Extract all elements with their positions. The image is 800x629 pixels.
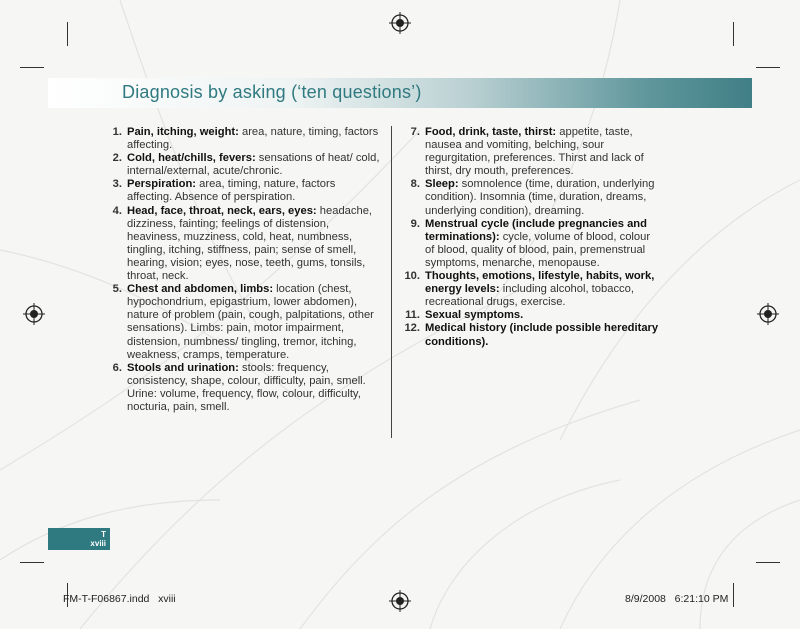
question-number: 8. <box>410 178 420 191</box>
question-item <box>398 322 660 348</box>
question-number: 7. <box>410 126 420 138</box>
question-heading: Perspiration: <box>127 178 197 191</box>
slug-timestamp <box>625 593 728 605</box>
question-heading: Sleep: <box>425 178 459 191</box>
question-item <box>100 362 382 414</box>
question-heading: Cold, heat/chills, fevers: <box>127 152 256 165</box>
question-text: headache, dizziness, fainting; feelings of distension, heaviness, muzziness, cold, heat, numbness, tingling, itching, stiffness, pain; sense of smell, hearing, vision; eyes, nose, teeth, gums, tonsils, throat, neck. <box>127 204 373 283</box>
question-body <box>127 362 382 414</box>
question-item <box>100 283 382 362</box>
question-body <box>127 152 382 178</box>
right-question-list <box>398 126 660 349</box>
question-item <box>398 309 660 322</box>
question-text: cycle, volume of blood, colour of blood, quality of blood, pain, premenstrual symptoms, menarche, menopause. <box>425 230 651 269</box>
question-heading: Food, drink, taste, thirst: <box>425 126 557 138</box>
question-text: area, timing, nature, factors affecting. Absence of perspiration. <box>127 178 336 204</box>
registration-mark-icon <box>757 303 779 325</box>
question-body <box>425 126 660 178</box>
question-text: appetite, taste, nausea and vomiting, belching, sour regurgitation, preferences. Thirst and lack of thirst, dry mouth, preferences. <box>425 126 644 178</box>
question-item <box>100 152 382 178</box>
page-title: Diagnosis by asking (‘ten questions’) <box>122 82 422 102</box>
crop-mark <box>733 22 734 46</box>
question-text: somnolence (time, duration, underlying condition). Insomnia (time, duration, dreams, underlying condition), dreaming. <box>425 178 655 217</box>
question-heading: Chest and abdomen, limbs: <box>127 283 274 296</box>
crop-mark <box>756 562 780 563</box>
question-body <box>425 178 660 217</box>
question-heading: Thoughts, emotions, lifestyle, habits, work, energy levels: <box>425 270 655 296</box>
question-item <box>100 178 382 204</box>
crop-mark <box>20 67 44 68</box>
left-question-list <box>100 126 382 414</box>
question-heading: Medical history (include possible hereditary conditions). <box>425 322 659 348</box>
registration-mark-icon <box>389 12 411 34</box>
question-body <box>425 270 660 309</box>
question-number: 11. <box>405 309 420 322</box>
question-item <box>100 126 382 152</box>
question-item <box>398 218 660 270</box>
question-body <box>127 178 382 204</box>
section-letter: T <box>101 530 106 539</box>
question-number: 12. <box>404 322 420 335</box>
slug-date: 8/9/2008 <box>625 593 666 605</box>
question-text: stools: frequency, consistency, shape, colour, difficulty, pain, smell. Urine: volume, frequency, flow, colour, difficulty, nocturia, pain, smell. <box>127 361 366 413</box>
question-body <box>127 283 382 362</box>
crop-mark <box>20 562 44 563</box>
question-heading: Stools and urination: <box>127 361 239 374</box>
slug-page: xviii <box>158 593 176 605</box>
crop-mark <box>733 583 734 607</box>
question-text: sensations of heat/ cold, internal/external, acute/chronic. <box>127 152 380 178</box>
question-text: location (chest, hypochondrium, epigastrium, lower abdomen), nature of problem (pain, cough, palpitations, other sensations). Limbs: pain, motor impairment, distension, numbness/ tingling, tremor, itching, weakness, cramps, temperature. <box>127 283 374 361</box>
registration-mark-icon <box>23 303 45 325</box>
question-text: area, nature, timing, factors affecting. <box>127 126 379 152</box>
page-number: xviii <box>90 539 106 548</box>
question-body <box>127 205 382 284</box>
slug-file: FM-T-F06867.indd <box>63 593 150 605</box>
page-number-tab <box>48 528 110 550</box>
crop-mark <box>756 67 780 68</box>
question-number: 1. <box>112 126 122 138</box>
slug-filename <box>63 593 176 605</box>
question-body <box>425 218 660 270</box>
question-item <box>398 178 660 217</box>
question-item <box>398 126 660 178</box>
question-number: 5. <box>112 283 122 296</box>
question-body <box>127 126 382 152</box>
crop-mark <box>67 22 68 46</box>
question-heading: Head, face, throat, neck, ears, eyes: <box>127 204 317 217</box>
slug-time: 6:21:10 PM <box>674 593 729 605</box>
question-item <box>100 205 382 284</box>
question-number: 10. <box>404 270 420 283</box>
question-heading: Menstrual cycle (include pregnancies and terminations): <box>425 217 647 243</box>
question-heading: Pain, itching, weight: <box>127 126 239 138</box>
registration-mark-icon <box>389 590 411 612</box>
question-number: 9. <box>410 217 420 230</box>
question-number: 3. <box>112 178 122 191</box>
question-body <box>425 309 660 322</box>
column-divider <box>391 126 392 438</box>
question-text: including alcohol, tobacco, recreational drugs, exercise. <box>425 283 634 309</box>
question-item <box>398 270 660 309</box>
question-heading: Sexual symptoms. <box>425 309 524 322</box>
question-number: 2. <box>112 152 122 165</box>
question-number: 6. <box>112 361 122 374</box>
question-body <box>425 322 660 348</box>
question-number: 4. <box>112 204 122 217</box>
